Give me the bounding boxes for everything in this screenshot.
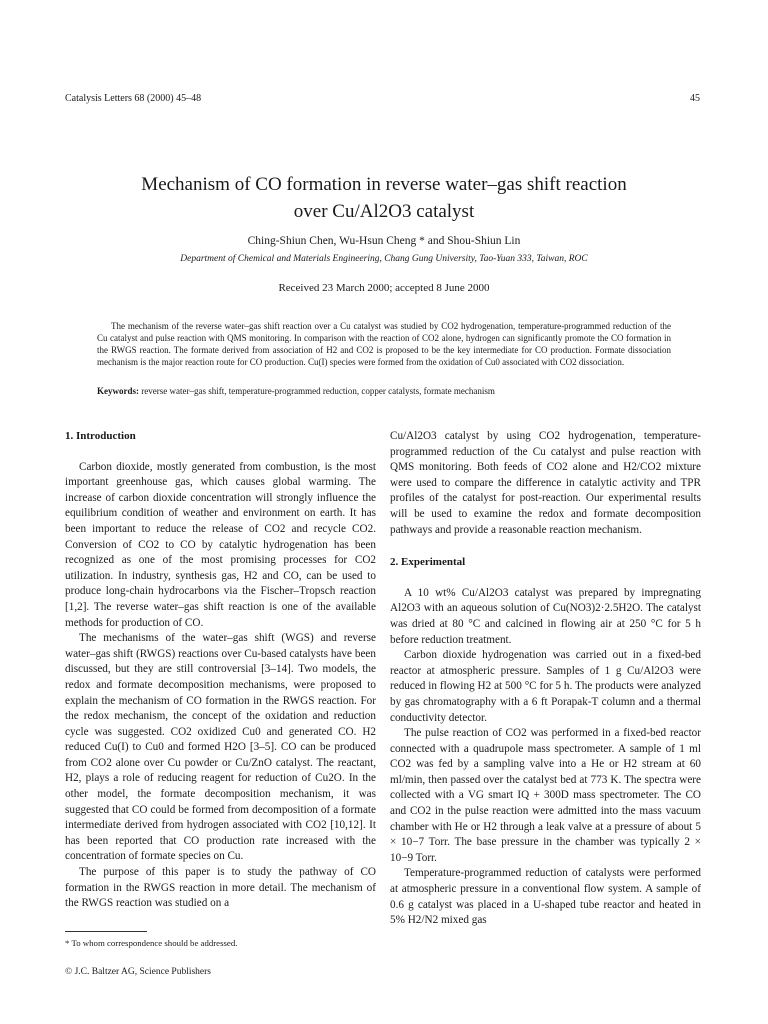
section-heading-experimental: 2. Experimental [390, 556, 466, 569]
experimental-paragraph-1: A 10 wt% Cu/Al2O3 catalyst was prepared by impregnating Al2O3 with an aqueous solution of Cu(NO3)2·2.5H2O. The catalyst was dried at 80 °C and calcined in flowing air at 250 °C for 5 h before reduction treatment. [390, 586, 701, 646]
experimental-paragraph-4: Temperature-programmed reduction of catalysts were performed at atmospheric pressure in a conventional flow system. A sample of 0.6 g catalyst was placed in a U-shaped tube reactor and heated in 5% H2/N2 mixed gas [390, 867, 701, 927]
experimental-paragraph-3: The pulse reaction of CO2 was performed in a fixed-bed reactor connected with a quadrupole mass spectrometer. A sample of 1 ml CO2 was fed by a sampling valve into a He or H2 stream at 60 ml/min, then passed over the catalyst bed at 773 K. The spectra were collected with a VG smart IQ + 300D mass spectrometer. The CO and CO2 in the pulse reaction were admitted into the mass vacuum chamber with He or H2 through a leak valve at a pressure of about 5 × 10−7 Torr. The base pressure in the chamber was typically 2 × 10−9 Torr. [390, 727, 701, 864]
title-line-1: Mechanism of CO formation in reverse water–gas shift reaction [141, 174, 627, 195]
intro-paragraph-3: The purpose of this paper is to study the pathway of CO formation in the RWGS reaction in more detail. The mechanism of the RWGS reaction was studied on a [65, 866, 376, 910]
paper-title [60, 171, 708, 225]
experimental-paragraph-2: Carbon dioxide hydrogenation was carried out in a fixed-bed reactor at atmospheric pressure. Samples of 1 g Cu/Al2O3 were reduced in flowing H2 at 500 °C for 5 h. The products were analyzed by gas chromatography with a 6 ft Porapak-T column and a thermal conductivity detector. [390, 649, 701, 724]
abstract: The mechanism of the reverse water–gas shift reaction over a Cu catalyst was studied by CO2 hydrogenation, temperature-programmed reduction of the Cu catalyst and pulse reaction with QMS monitoring. In comparison with the reaction of CO2 alone, hydrogen can significantly promote the CO formation in the RWGS reaction. The formate derived from association of H2 and CO2 is proposed to be the key intermediate for CO production. Formate dissociation mechanism is the major reaction route for CO production. Cu(I) species were formed from the oxidation of Cu0 associated with CO2 dissociation. [97, 321, 671, 367]
left-column [65, 429, 376, 912]
keywords [97, 386, 671, 396]
right-column [390, 429, 701, 929]
keywords-label: Keywords: [97, 386, 139, 396]
authors: Ching-Shiun Chen, Wu-Hsun Cheng * and Shou-Shiun Lin [247, 235, 521, 247]
title-line-2: over Cu/Al2O3 catalyst [293, 201, 475, 222]
page-number: 45 [690, 93, 700, 104]
journal-citation: Catalysis Letters 68 (2000) 45–48 [65, 93, 202, 104]
running-head [65, 93, 700, 104]
affiliation: Department of Chemical and Materials Engineering, Chang Gung University, Tao-Yuan 333, Taiwan, ROC [180, 254, 588, 264]
intro-paragraph-3-continued: Cu/Al2O3 catalyst by using CO2 hydrogenation, temperature-programmed reduction of the Cu catalyst and pulse reaction with QMS monitoring. Both feeds of CO2 alone and H2/CO2 mixture were used to compare the difference in catalytic activity and TPR profiles of the catalyst for post-reaction. Our experimental results will be used to examine the redox and formate decomposition pathways and provide a reasonable reaction mechanism. [390, 430, 701, 536]
footnote-rule [65, 931, 147, 932]
publisher-footer: © J.C. Baltzer AG, Science Publishers [65, 967, 212, 977]
intro-paragraph-2: The mechanisms of the water–gas shift (WGS) and reverse water–gas shift (RWGS) reactions over Cu-based catalysts have been discussed, but they are still controversial [3–14]. Two models, the redox and formate decomposition mechanisms, were proposed to explain the mechanism of CO formation in the RWGS reaction. For the redox mechanism, the concept of the oxidation and reduction cycle was suggested. CO2 oxidized Cu0 and generated CO. H2 reduced Cu(I) to Cu0 and formed H2O [3–5]. CO can be produced from CO2 alone over Cu powder or Cu/ZnO catalyst. The reactant, H2, plays a role of reducing reagent for reduction of Cu2O. In the other model, the formate decomposition mechanism, it was suggested that CO could be formed from decomposition of a formate intermediate derived from hydrogen associated with CO2 [10,12]. It has been reported that CO production rate increased with the concentration of formate species on Cu. [65, 632, 376, 863]
keywords-text: reverse water–gas shift, temperature-programmed reduction, copper catalysts, formate mechanism [141, 386, 495, 396]
intro-paragraph-1: Carbon dioxide, mostly generated from combustion, is the most important greenhouse gas, which causes global warming. The increase of carbon dioxide concentration will strongly influence the equilibrium condition of weather and environment on earth. It has been important to reduce the release of CO2 and recycle CO2. Conversion of CO2 to CO by catalytic hydrogenation has been recognized as one of the most promising processes for CO2 utilization. In industry, synthesis gas, H2 and CO, can be used to produce long-chain hydrocarbons via the Fischer–Tropsch reaction [1,2]. The reverse water–gas shift reaction is one of the available methods for production of CO. [65, 460, 376, 629]
section-heading-introduction: 1. Introduction [65, 430, 136, 442]
received-date: Received 23 March 2000; accepted 8 June 2000 [278, 282, 490, 294]
footnote: * To whom correspondence should be addressed. [65, 938, 238, 948]
